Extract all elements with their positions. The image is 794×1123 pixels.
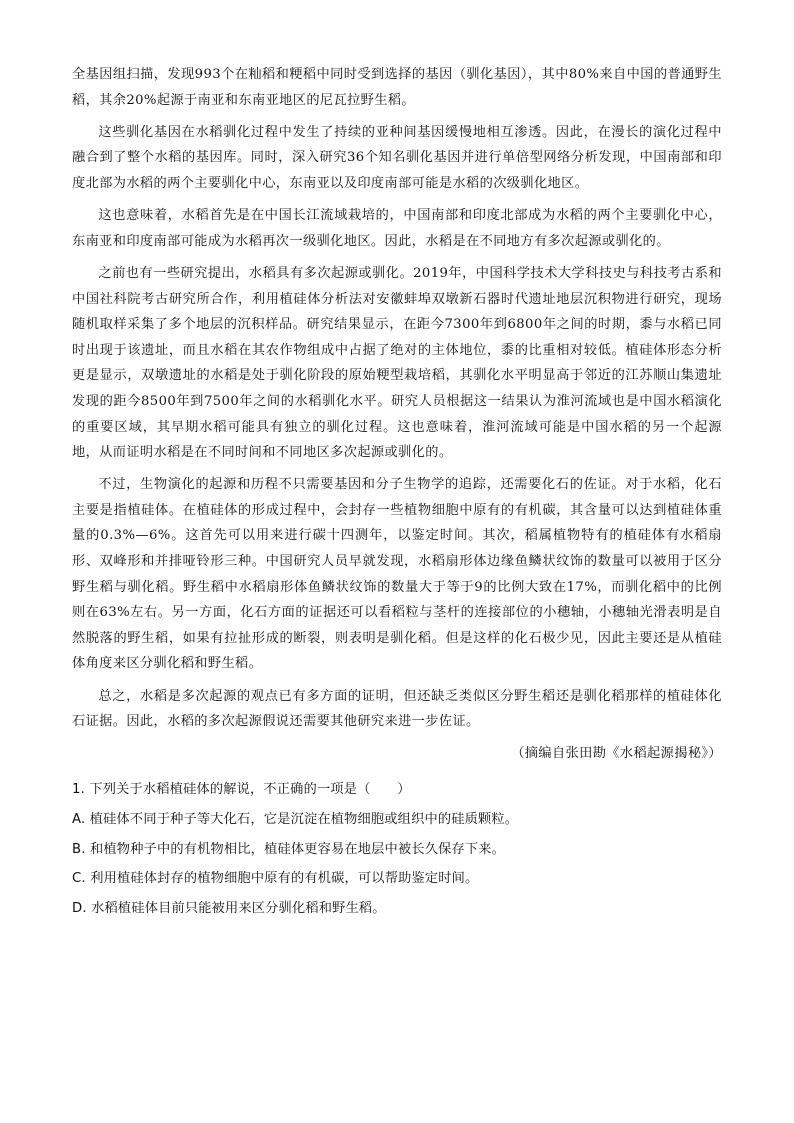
passage-paragraph-6: 总之，水稻是多次起源的观点已有多方面的证明，但还缺乏类似区分野生稻还是驯化稻那样的植硅体化石证据。因此，水稻的多次起源假说还需要其他研究来进一步佐证。 [72, 688, 722, 730]
source-citation: （摘编自张田勘《水稻起源揭秘》） [511, 746, 722, 762]
question-block [72, 775, 722, 924]
passage-paragraph-5: 不过，生物演化的起源和历程不只需要基因和分子生物学的追踪，还需要化石的佐证。对于水稻，化石主要是指植硅体。在植硅体的形成过程中，会封存一些植物细胞中原有的有机碳，其含量可以达到植硅体重量的0.3%—6%。这首先可以用来进行碳十四测年，以鉴定时间。其次，稻属植物特有的植硅体有水稻扇形、双峰形和并排哑铃形三种。中国研究人员早就发现，水稻扇形体边缘鱼鳞状纹饰的数量可以被用于区分野生稻与驯化稻。野生稻中水稻扇形体鱼鳞状纹饰的数量大于等于9的比例大致在17%，而驯化稻中的比例则在63%左右。另一方面，化石方面的证据还可以看稻粒与茎杆的连接部位的小穗轴，小穗轴光滑表明是自然脱落的野生稻，如果有拉扯形成的断裂，则表明是驯化稻。但是这样的化石极少见，因此主要还是从植硅体角度来区分驯化稻和野生稻。 [72, 477, 722, 672]
option-a: A. 植硅体不同于种子等大化石，它是沉淀在植物细胞或组织中的硅质颗粒。 [72, 811, 519, 827]
option-d: D. 水稻植硅体目前只能被用来区分驯化稻和野生稻。 [72, 901, 386, 917]
option-c: C. 利用植硅体封存的植物细胞中原有的有机碳，可以帮助鉴定时间。 [72, 871, 479, 887]
passage-paragraph-2: 这些驯化基因在水稻驯化过程中发生了持续的亚种间基因缓慢地相互渗透。因此，在漫长的演化过程中融合到了整个水稻的基因库。同时，深入研究36个知名驯化基因并进行单倍型网络分析发现，中国南部和印度北部为水稻的两个主要驯化中心，东南亚以及印度南部可能是水稻的次级驯化地区。 [72, 124, 722, 191]
passage-paragraph-4: 之前也有一些研究提出，水稻具有多次起源或驯化。2019年，中国科学技术大学科技史与科技考古系和中国社科院考古研究所合作，利用植硅体分析法对安徽蚌埠双墩新石器时代遗址地层沉积物进行研究，现场随机取样采集了多个地层的沉积样品。研究结果显示，在距今7300年到6800年之间的时期，黍与水稻已同时出现于该遗址，而且水稻在其农作物组成中占据了绝对的主体地位，黍的比重相对较低。植硅体形态分析更是显示，双墩遗址的水稻是处于驯化阶段的原始粳型栽培稻，其驯化水平明显高于邻近的江苏顺山集遗址发现的距今8500年到7500年之间的水稻驯化水平。研究人员根据这一结果认为淮河流域也是中国水稻演化的重要区域，其早期水稻可能具有独立的驯化过程。这也意味着，淮河流域可能是中国水稻的另一个起源地，从而证明水稻是在不同时间和不同地区多次起源或驯化的。 [72, 265, 722, 461]
option-b: B. 和植物种子中的有机物相比，植硅体更容易在地层中被长久保存下来。 [72, 841, 506, 857]
passage-paragraph-1: 全基因组扫描，发现993个在籼稻和粳稻中同时受到选择的基因（驯化基因），其中80%来自中国的普通野生稻，其余20%起源于南亚和东南亚地区的尼瓦拉野生稻。 [72, 67, 722, 108]
reading-passage [72, 62, 722, 735]
passage-paragraph-3: 这也意味着，水稻首先是在中国长江流域栽培的，中国南部和印度北部成为水稻的两个主要驯化中心，东南亚和印度南部可能成为水稻再次一级驯化地区。因此，水稻是在不同地方有多次起源或驯化的。 [72, 208, 722, 249]
document-page [72, 62, 722, 924]
question-stem: 1. 下列关于水稻植硅体的解说，不正确的一项是（ ） [72, 782, 411, 797]
